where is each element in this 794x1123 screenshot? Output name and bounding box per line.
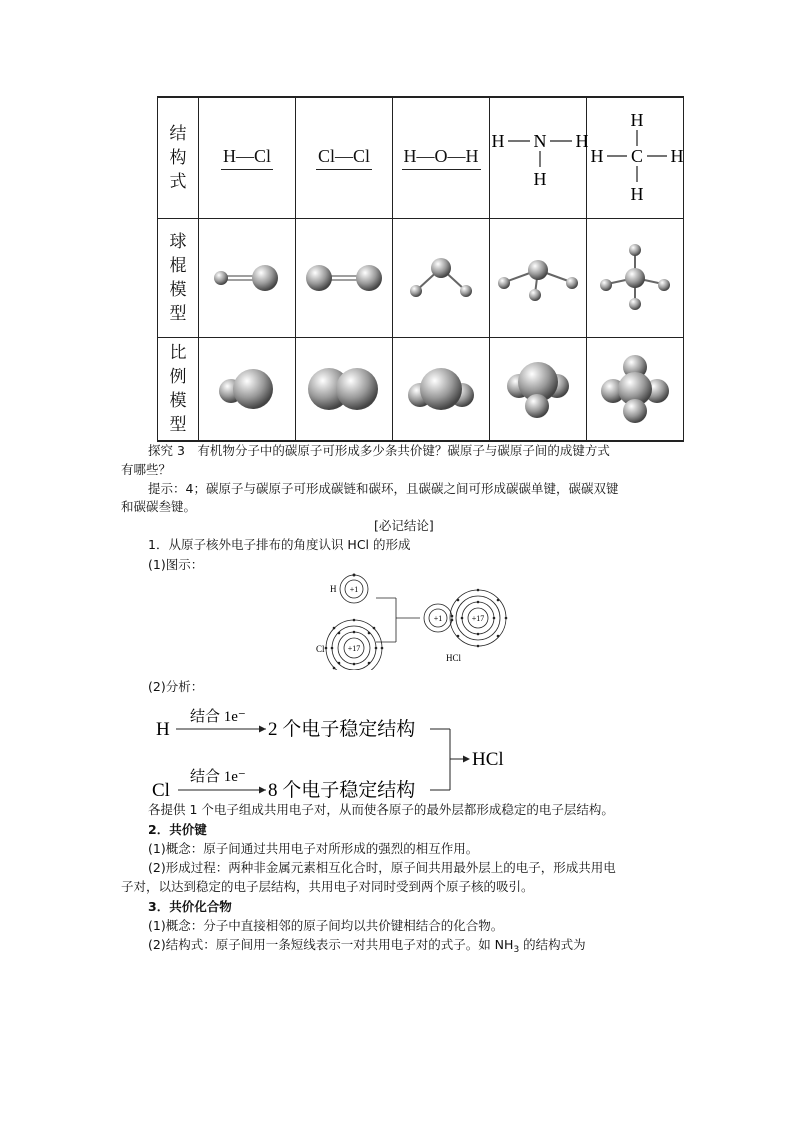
section3-heading: 3．共价化合物 [148,899,232,914]
svg-text:H: H [590,145,604,166]
section2-process-line1: (2)形成过程：两种非金属元素相互化合时，原子间共用最外层上的电子，形成共用电 [148,860,616,875]
section2-process-line2: 子对，以达到稳定的电子层结构，共用电子对同时受到两个原子核的吸引。 [121,879,534,894]
section1-analysis-label: (2)分析： [148,679,204,694]
ch4-ball-stick-model [587,219,684,338]
nh3-ball-stick-model [490,219,587,338]
svg-text:H: H [330,584,337,594]
svg-text:C: C [630,145,644,166]
svg-text:H: H [670,145,684,166]
ch4-space-fill-model [587,338,684,442]
summary-line: 各提供 1 个电子组成共用电子对，从而使各原子的最外层都形成稳定的电子层结构。 [148,802,614,817]
svg-text:HCl: HCl [472,749,504,770]
svg-text:H: H [630,183,644,204]
svg-text:H: H [533,168,547,189]
section1-heading: 1．从原子核外电子排布的角度认识 HCl 的形成 [148,537,411,552]
section2-concept: (1)概念：原子间通过共用电子对所形成的强烈的相互作用。 [148,841,479,856]
svg-text:HCl: HCl [446,653,462,663]
cl2-ball-stick-model [296,219,393,338]
svg-text:H: H [491,130,505,151]
explore3-question-line2: 有哪些？ [121,462,172,477]
hcl-electron-diagram [310,570,520,670]
hcl-structural-formula: H—Cl [199,97,296,219]
hcl-ball-stick-model [199,219,296,338]
svg-text:H: H [156,719,170,740]
conclusion-heading: [必记结论] [374,518,434,533]
h2o-structural-formula: H—O—H [393,97,490,219]
svg-text:H: H [630,109,644,130]
svg-text:结合 1e⁻: 结合 1e⁻ [190,769,246,785]
nh3-structural-formula [490,97,587,219]
svg-text:+1: +1 [433,614,443,623]
hint-line2: 和碳碳叁键。 [121,499,197,514]
h2o-space-fill-model [393,338,490,442]
section1-diagram-label: (1)图示： [148,557,204,572]
svg-text:+17: +17 [471,614,485,623]
section2-heading: 2．共价键 [148,822,207,837]
svg-text:结合 1e⁻: 结合 1e⁻ [190,709,246,725]
svg-text:Cl: Cl [316,644,325,654]
ch4-structural-formula [587,97,684,219]
section3-structural-formula: (2)结构式：原子间用一条短线表示一对共用电子对的式子。如 $NH_3$ 的结构式为 [148,937,586,955]
svg-text:2 个电子稳定结构: 2 个电子稳定结构 [268,719,416,740]
svg-text:N: N [533,130,547,151]
section3-concept: (1)概念：分子中直接相邻的原子间均以共价键相结合的化合物。 [148,918,504,933]
cl2-structural-formula: Cl—Cl [296,97,393,219]
hcl-space-fill-model [199,338,296,442]
cl2-space-fill-model [296,338,393,442]
svg-text:8 个电子稳定结构: 8 个电子稳定结构 [268,780,416,801]
svg-text:+17: +17 [347,644,361,653]
row-header-ball-stick: 球 棍 模 型 [158,219,199,338]
svg-text:Cl: Cl [152,780,170,801]
nh3-space-fill-model [490,338,587,442]
electron-flow-diagram [150,702,530,804]
row-header-structure: 结 构 式 [158,97,199,219]
row-header-space-fill: 比 例 模 型 [158,338,199,442]
hint-line1: 提示：4；碳原子与碳原子可形成碳链和碳环，且碳碳之间可形成碳碳单键，碳碳双键 [148,481,619,496]
svg-text:H: H [575,130,589,151]
h2o-ball-stick-model [393,219,490,338]
explore3-question-line1: 探究 3 有机物分子中的碳原子可形成多少条共价键？碳原子与碳原子间的成键方式 [148,443,610,458]
molecule-table [157,96,684,442]
svg-text:+1: +1 [349,585,359,594]
